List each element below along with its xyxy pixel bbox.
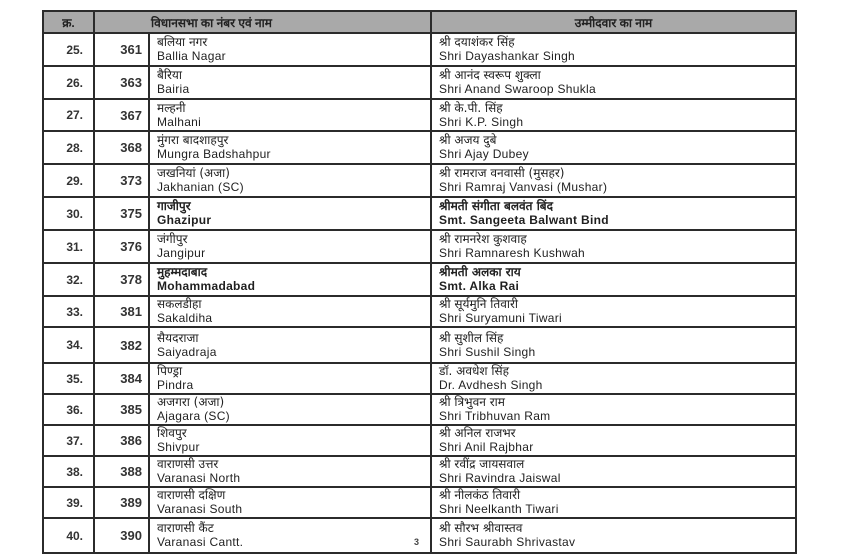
constituency-number-cell: 367 (94, 99, 149, 131)
constituency-name-hindi: पिण्ड्रा (157, 364, 183, 378)
table-body (43, 33, 796, 553)
candidate-name-english: Shri Dayashankar Singh (439, 49, 576, 63)
candidate-name-hindi: श्री सुशील सिंह (439, 330, 504, 345)
candidate-name-cell (431, 99, 796, 131)
candidate-list-document (42, 10, 795, 554)
candidate-name-english: Shri Ravindra Jaiswal (439, 471, 561, 485)
table-row (43, 394, 796, 425)
table-row (43, 263, 796, 296)
candidate-name-cell (431, 296, 796, 327)
constituency-number-cell: 382 (94, 327, 149, 363)
serial-cell: 39. (43, 487, 94, 518)
candidate-name-hindi: श्री आनंद स्वरूप शुक्ला (439, 68, 541, 82)
header-constituency: विधानसभा का नंबर एवं नाम (94, 11, 431, 33)
candidate-name-english: Shri Ramnaresh Kushwah (439, 246, 586, 260)
candidate-name-cell (431, 263, 796, 296)
candidate-name-cell (431, 394, 796, 425)
candidate-name-english: Shri Sushil Singh (439, 344, 536, 359)
constituency-name-english: Jakhanian (SC) (157, 180, 244, 194)
constituency-name-hindi: वाराणसी उत्तर (157, 457, 219, 471)
candidate-name-cell (431, 425, 796, 456)
candidate-name-hindi: श्री दयाशंकर सिंह (439, 35, 515, 49)
constituency-name-hindi: वाराणसी कैंट (157, 521, 214, 535)
constituency-name-hindi: मुंगरा बादशाहपुर (157, 133, 229, 147)
table-row (43, 164, 796, 197)
serial-cell: 38. (43, 456, 94, 487)
constituency-name-english: Malhani (157, 114, 202, 129)
candidate-name-english: Shri Neelkanth Tiwari (439, 502, 559, 516)
constituency-name-english: Ghazipur (157, 213, 212, 227)
candidate-name-english: Shri Anil Rajbhar (439, 440, 534, 454)
header-serial: क्र. (43, 11, 94, 33)
table-row (43, 296, 796, 327)
table-row (43, 230, 796, 263)
constituency-number-cell: 385 (94, 394, 149, 425)
candidate-name-cell (431, 327, 796, 363)
serial-cell: 37. (43, 425, 94, 456)
candidate-name-english: Shri K.P. Singh (439, 114, 524, 129)
table-row (43, 425, 796, 456)
page-number: 3 (414, 537, 420, 547)
table-row (43, 99, 796, 131)
constituency-name-cell (149, 99, 431, 131)
serial-cell: 30. (43, 197, 94, 230)
serial-cell: 40. (43, 518, 94, 553)
constituency-number-cell: 390 (94, 518, 149, 553)
constituency-name-cell (149, 66, 431, 99)
candidate-name-hindi: डॉ. अवधेश सिंह (439, 364, 509, 378)
constituency-name-english: Pindra (157, 378, 194, 392)
constituency-name-english: Mohammadabad (157, 279, 256, 293)
candidate-name-english: Dr. Avdhesh Singh (439, 378, 543, 392)
constituency-name-hindi: मुहम्मदाबाद (157, 265, 208, 279)
candidate-name-hindi: श्री के.पी. सिंह (439, 100, 503, 115)
constituency-name-english: Shivpur (157, 440, 200, 454)
table-header-row (43, 11, 796, 33)
constituency-number-cell: 363 (94, 66, 149, 99)
serial-cell: 34. (43, 327, 94, 363)
serial-cell: 33. (43, 296, 94, 327)
constituency-number-cell: 386 (94, 425, 149, 456)
constituency-name-hindi: जंगीपुर (157, 232, 188, 246)
table-row (43, 197, 796, 230)
constituency-number-cell: 368 (94, 131, 149, 164)
constituency-name-hindi: अजगरा (अजा) (157, 395, 225, 409)
constituency-name-cell (149, 394, 431, 425)
table-row (43, 66, 796, 99)
constituency-name-cell (149, 487, 431, 518)
constituency-name-cell (149, 230, 431, 263)
serial-cell: 25. (43, 33, 94, 66)
constituency-name-hindi: मल्हनी (157, 100, 186, 115)
serial-cell: 28. (43, 131, 94, 164)
constituency-name-cell (149, 425, 431, 456)
table-row (43, 487, 796, 518)
serial-cell: 35. (43, 363, 94, 394)
constituency-name-english: Bairia (157, 82, 190, 96)
candidate-name-hindi: श्री सूर्यमुनि तिवारी (439, 297, 519, 311)
constituency-number-cell: 373 (94, 164, 149, 197)
candidate-name-hindi: श्री अनिल राजभर (439, 426, 516, 440)
constituency-name-cell (149, 197, 431, 230)
constituency-name-english: Saiyadraja (157, 344, 217, 359)
constituency-name-hindi: बैरिया (157, 68, 182, 82)
candidate-name-cell (431, 66, 796, 99)
constituency-name-cell (149, 33, 431, 66)
serial-cell: 36. (43, 394, 94, 425)
constituency-name-english: Jangipur (157, 246, 206, 260)
candidate-name-english: Shri Ramraj Vanvasi (Mushar) (439, 180, 608, 194)
candidate-name-hindi: श्री त्रिभुवन राम (439, 395, 505, 409)
candidate-name-cell (431, 363, 796, 394)
table-row (43, 456, 796, 487)
table-row (43, 518, 796, 553)
header-candidate: उम्मीदवार का नाम (431, 11, 796, 33)
serial-cell: 32. (43, 263, 94, 296)
candidate-name-english: Smt. Sangeeta Balwant Bind (439, 213, 609, 227)
table-row (43, 327, 796, 363)
candidate-name-hindi: श्रीमती संगीता बलवंत बिंद (439, 199, 554, 213)
constituency-name-hindi: वाराणसी दक्षिण (157, 488, 226, 502)
serial-cell: 31. (43, 230, 94, 263)
constituency-name-cell (149, 363, 431, 394)
constituency-name-hindi: शिवपुर (157, 426, 187, 440)
candidate-name-cell (431, 487, 796, 518)
candidate-name-english: Shri Saurabh Shrivastav (439, 535, 576, 549)
constituency-name-cell (149, 456, 431, 487)
constituency-name-english: Sakaldiha (157, 311, 213, 325)
constituency-name-cell (149, 327, 431, 363)
candidate-name-cell (431, 518, 796, 553)
constituency-name-hindi: बलिया नगर (157, 35, 208, 49)
constituency-number-cell: 378 (94, 263, 149, 296)
constituency-number-cell: 384 (94, 363, 149, 394)
candidate-name-hindi: श्रीमती अलका राय (439, 265, 521, 279)
candidate-name-english: Smt. Alka Rai (439, 279, 520, 293)
constituency-name-cell (149, 164, 431, 197)
constituency-name-hindi: सकलडीहा (157, 297, 202, 311)
candidate-name-english: Shri Anand Swaroop Shukla (439, 82, 596, 96)
constituency-number-cell: 388 (94, 456, 149, 487)
constituency-name-english: Varanasi South (157, 502, 243, 516)
table-row (43, 363, 796, 394)
candidate-name-hindi: श्री अजय दुबे (439, 133, 497, 147)
candidate-name-cell (431, 197, 796, 230)
constituency-name-cell (149, 518, 431, 553)
candidate-name-cell (431, 33, 796, 66)
constituency-number-cell: 376 (94, 230, 149, 263)
candidate-name-cell (431, 456, 796, 487)
constituency-name-english: Ballia Nagar (157, 49, 226, 63)
constituency-number-cell: 375 (94, 197, 149, 230)
constituency-name-english: Mungra Badshahpur (157, 147, 271, 161)
constituency-name-english: Varanasi North (157, 471, 241, 485)
candidate-name-hindi: श्री सौरभ श्रीवास्तव (439, 521, 523, 535)
constituency-name-hindi: गाजीपुर (157, 199, 191, 213)
constituency-number-cell: 381 (94, 296, 149, 327)
constituency-number-cell: 389 (94, 487, 149, 518)
constituency-name-english: Varanasi Cantt. (157, 535, 244, 549)
candidate-name-cell (431, 230, 796, 263)
table-row (43, 33, 796, 66)
serial-cell: 27. (43, 99, 94, 131)
candidate-name-cell (431, 164, 796, 197)
serial-cell: 26. (43, 66, 94, 99)
constituency-name-hindi: सैयदराजा (157, 330, 199, 345)
candidate-name-cell (431, 131, 796, 164)
candidate-name-english: Shri Suryamuni Tiwari (439, 311, 563, 325)
constituency-name-hindi: जखनियां (अजा) (157, 166, 230, 180)
constituency-name-cell (149, 296, 431, 327)
candidate-name-english: Shri Ajay Dubey (439, 147, 529, 161)
table-row (43, 131, 796, 164)
constituency-name-cell (149, 263, 431, 296)
candidate-name-hindi: श्री रवींद्र जायसवाल (439, 457, 525, 471)
candidate-name-hindi: श्री नीलकंठ तिवारी (439, 488, 521, 502)
candidate-name-english: Shri Tribhuvan Ram (439, 409, 551, 423)
candidate-name-hindi: श्री रामराज वनवासी (मुसहर) (439, 166, 565, 180)
candidate-name-hindi: श्री रामनरेश कुशवाह (439, 232, 527, 246)
constituency-name-cell (149, 131, 431, 164)
constituency-name-english: Ajagara (SC) (157, 409, 230, 423)
constituency-number-cell: 361 (94, 33, 149, 66)
serial-cell: 29. (43, 164, 94, 197)
candidate-table (42, 10, 797, 554)
